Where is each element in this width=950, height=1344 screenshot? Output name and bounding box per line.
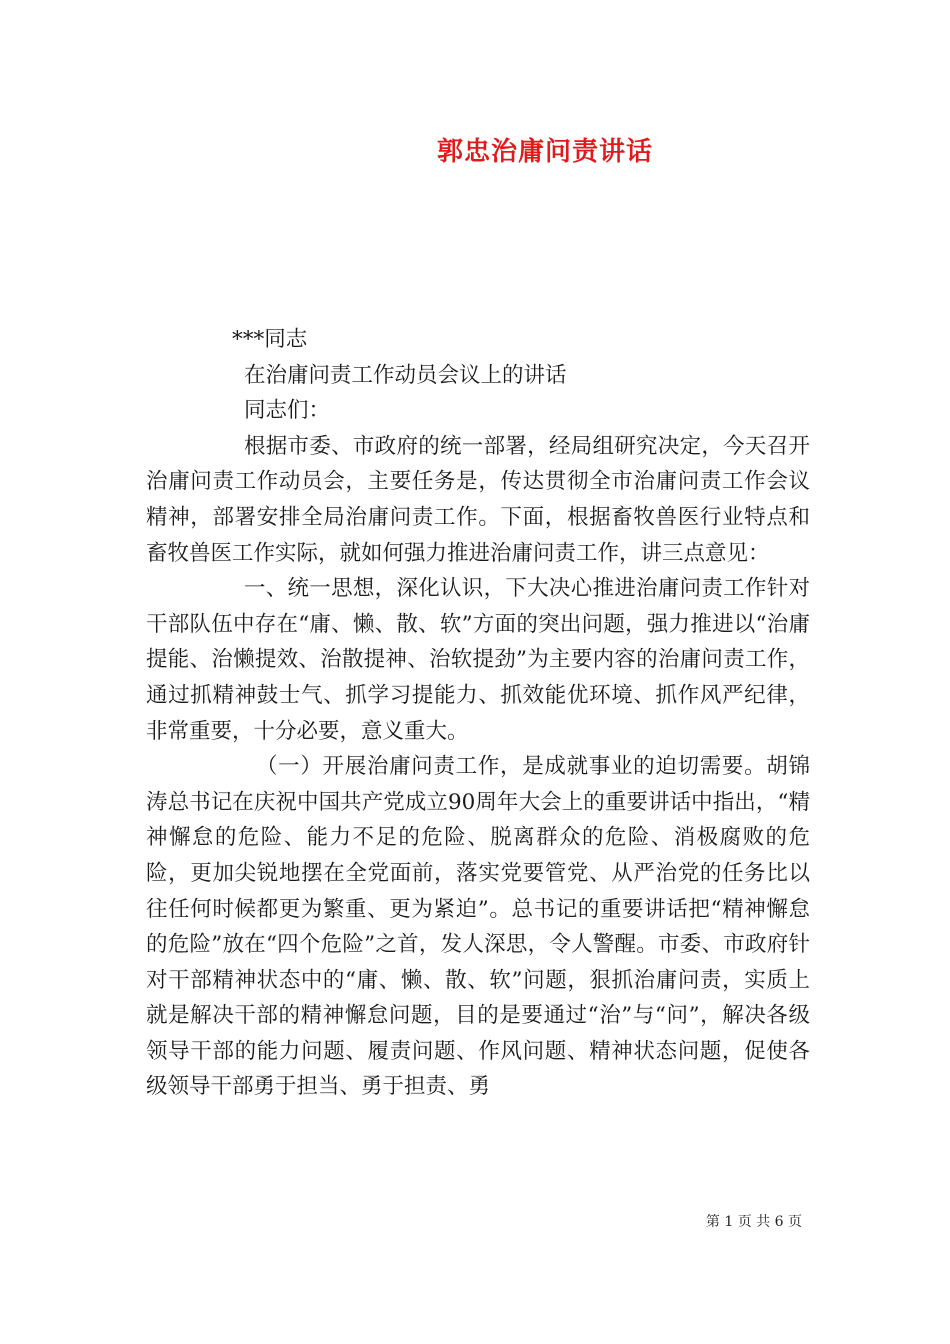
- body-paragraph: （一）开展治庸问责工作，是成就事业的迫切需要。胡锦涛总书记在庆祝中国共产党成立90周年大会上的重要讲话中指出，“精神懈怠的危险、能力不足的危险、脱离群众的危险、消极腐败的危险，更加尖锐地摆在全党面前，落实党要管党、从严治党的任务比以往任何时候都更为繁重、更为紧迫”。总书记的重要讲话把“精神懈怠的危险”放在“四个危险”之首，发人深思，令人警醒。市委、市政府针对干部精神状态中的“庸、懒、散、软”问题，狠抓治庸问责，实质上就是解决干部的精神懈怠问题，目的是要通过“治”与“问”，解决各级领导干部的能力问题、履责问题、作风问题、精神状态问题，促使各级领导干部勇于担当、勇于担责、勇: [146, 754, 810, 1100]
- salutation: 同志们：: [244, 398, 331, 424]
- body-paragraph: 根据市委、市政府的统一部署，经局组研究决定，今天召开治庸问责工作动员会，主要任务是，传达贯彻全市治庸问责工作会议精神，部署安排全局治庸问责工作。下面，根据畜牧兽医行业特点和畜牧兽医工作实际，就如何强力推进治庸问责工作，讲三点意见：: [146, 433, 810, 566]
- body-paragraph: 一、统一思想，深化认识，下大决心推进治庸问责工作针对干部队伍中存在“庸、懒、散、软”方面的突出问题，强力推进以“治庸提能、治懒提效、治散提神、治软提劲”为主要内容的治庸问责工作，通过抓精神鼓士气、抓学习提能力、抓效能优环境、抓作风严纪律，非常重要，十分必要，意义重大。: [146, 576, 810, 744]
- document-title: 郭忠治庸问责讲话: [436, 137, 653, 167]
- speech-subtitle: 在治庸问责工作动员会议上的讲话: [244, 362, 567, 388]
- page-number: 第 1 页 共 6 页: [705, 1214, 802, 1230]
- addressee-line: ***同志: [232, 327, 308, 352]
- document-body: [146, 322, 810, 1105]
